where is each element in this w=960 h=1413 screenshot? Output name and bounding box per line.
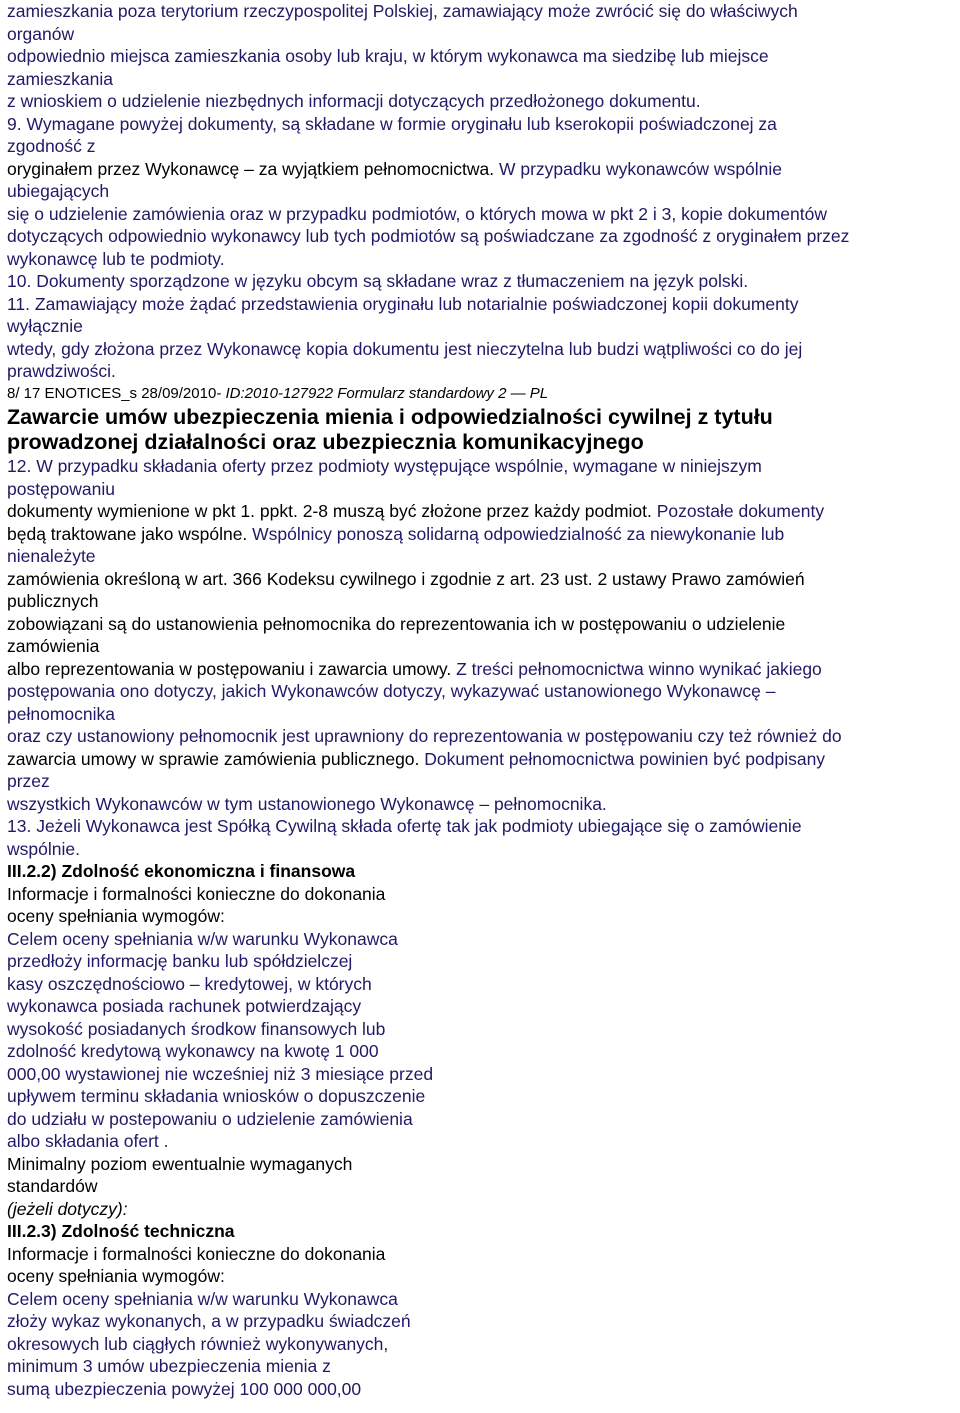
- text-line: kasy oszczędnościowo – kredytowej, w których: [7, 973, 372, 994]
- text-line: dotyczących odpowiednio wykonawcy lub tych podmiotów są poświadczane za zgodność z oryginałem przez: [7, 226, 850, 246]
- text-line: zamówienia określoną w art. 366 Kodeksu cywilnego i zgodnie z art. 23 ust. 2 ustawy Prawo zamówień: [7, 568, 805, 589]
- text-line: zobowiązani są do ustanowienia pełnomocnika do reprezentowania ich w postępowaniu o udzielenie: [7, 613, 786, 634]
- section-economic-capacity: [7, 860, 957, 1220]
- text-line: sumą ubezpieczenia powyżej 100 000 000,00: [7, 1378, 362, 1399]
- text-line: 13. Jeżeli Wykonawca jest Spółką Cywilną składa ofertę tak jak podmioty ubiegające się o zamówienie: [7, 816, 802, 836]
- text-line: wykonawca posiada rachunek potwierdzający: [7, 996, 362, 1016]
- footer-id: - ID:2010-127922 Formularz standardowy 2 ― PL: [216, 384, 549, 402]
- text-line: Minimalny poziom ewentualnie wymaganych: [7, 1153, 353, 1174]
- text-line: nienależyte: [7, 546, 96, 566]
- text-segment: albo reprezentowania w postępowaniu i zawarcia umowy.: [7, 658, 452, 679]
- text-line: upływem terminu składania wniosków o dopuszczenie: [7, 1086, 426, 1106]
- text-line: zdolność kredytową wykonawcy na kwotę 1 000: [7, 1041, 379, 1061]
- text-line: wykonawcę lub te podmioty.: [7, 248, 225, 269]
- text-line: wysokość posiadanych środkow finansowych lub: [7, 1018, 386, 1039]
- text-line: wtedy, gdy złożona przez Wykonawcę kopia dokumentu jest nieczytelna lub budzi wątpliwości co do jej: [7, 338, 803, 359]
- section-heading: III.2.2) Zdolność ekonomiczna i finansowa: [7, 861, 356, 881]
- text-line: odpowiednio miejsca zamieszkania osoby lub kraju, w którym wykonawca ma siedzibę lub miejsce: [7, 46, 769, 66]
- title-line: Zawarcie umów ubezpieczenia mienia i odpowiedzialności cywilnej z tytułu: [7, 405, 773, 429]
- text-line: Celem oceny spełniania w/w warunku Wykonawca: [7, 1288, 398, 1309]
- text-line: (jeżeli dotyczy):: [7, 1198, 128, 1219]
- text-line: postępowaniu: [7, 478, 115, 499]
- text-segment: Pozostałe dokumenty: [651, 501, 825, 521]
- text-line: standardów: [7, 1176, 98, 1196]
- text-segment: Dokument pełnomocnictwa powinien być podpisany: [419, 748, 826, 769]
- text-line: postępowania ono dotyczy, jakich Wykonawców dotyczy, wykazywać ustanowionego Wykonawcę –: [7, 681, 776, 701]
- text-line: [7, 500, 957, 523]
- text-segment: oryginałem przez Wykonawcę – za wyjątkiem pełnomocnictwa.: [7, 158, 495, 179]
- text-segment: W przypadku wykonawców wspólnie: [494, 158, 783, 179]
- document-page: [7, 0, 957, 1400]
- text-line: 10. Dokumenty sporządzone w języku obcym są składane wraz z tłumaczeniem na język polski.: [7, 271, 749, 291]
- footer-page-number: 8/ 17 ENOTICES_s: [7, 384, 142, 402]
- text-line: 12. W przypadku składania oferty przez podmioty występujące wspólnie, wymagane w niniejszym: [7, 456, 762, 476]
- text-line: Informacje i formalności konieczne do dokonania: [7, 1243, 386, 1264]
- text-line: oceny spełniania wymogów:: [7, 1266, 225, 1286]
- text-line: wspólnie.: [7, 838, 80, 859]
- text-line: się o udzielenie zamówienia oraz w przypadku podmiotów, o których mowa w pkt 2 i 3, kopie dokumentów: [7, 203, 827, 224]
- text-line: [7, 523, 957, 546]
- text-line: [7, 658, 957, 681]
- text-line: ubiegających: [7, 181, 110, 201]
- text-line: oraz czy ustanowiony pełnomocnik jest uprawniony do reprezentowania w postępowaniu czy też również do: [7, 726, 842, 746]
- page-footer: [7, 383, 957, 406]
- text-segment: dokumenty wymienione w pkt 1. ppkt. 2-8 muszą być złożone przez każdy podmiot.: [7, 501, 652, 521]
- text-line: albo składania ofert .: [7, 1131, 169, 1151]
- section-title: [7, 405, 957, 455]
- text-line: Informacje i formalności konieczne do dokonania: [7, 883, 386, 904]
- text-line: zamieszkania poza terytorium rzeczypospolitej Polskiej, zamawiający może zwrócić się do właściwych: [7, 1, 798, 21]
- text-line: organów: [7, 23, 75, 44]
- text-line: okresowych lub ciągłych również wykonywanych,: [7, 1333, 389, 1354]
- text-line: pełnomocnika: [7, 703, 115, 724]
- text-line: do udziału w postepowaniu o udzielenie zamówienia: [7, 1108, 413, 1129]
- text-segment: zawarcia umowy w sprawie zamówienia publicznego.: [7, 748, 420, 769]
- text-line: 11. Zamawiający może żądać przedstawienia oryginału lub notarialnie poświadczonej kopii dokumenty: [7, 293, 799, 314]
- text-line: 9. Wymagane powyżej dokumenty, są składane w formie oryginału lub kserokopii poświadczonej za: [7, 113, 777, 134]
- paragraph-joint-offer: [7, 455, 957, 860]
- text-line: [7, 748, 957, 771]
- text-line: złoży wykaz wykonanych, a w przypadku świadczeń: [7, 1311, 411, 1331]
- text-line: minimum 3 umów ubezpieczenia mienia z: [7, 1356, 331, 1376]
- text-line: zamówienia: [7, 636, 100, 656]
- paragraph-foreign-residence: [7, 0, 957, 383]
- text-line: przedłoży informację banku lub spółdzielczej: [7, 951, 353, 971]
- text-line: z wnioskiem o udzielenie niezbędnych informacji dotyczących przedłożonego dokumentu.: [7, 91, 701, 111]
- text-line: oceny spełniania wymogów:: [7, 906, 225, 926]
- footer-date: 28/09/2010: [141, 384, 217, 402]
- text-line: przez: [7, 771, 50, 791]
- text-line: Celem oceny spełniania w/w warunku Wykonawca: [7, 928, 398, 949]
- section-technical-capacity: [7, 1220, 957, 1400]
- text-line: [7, 158, 957, 181]
- text-segment: będą traktowane jako wspólne.: [7, 523, 248, 544]
- section-heading: III.2.3) Zdolność techniczna: [7, 1221, 235, 1241]
- text-line: zamieszkania: [7, 68, 114, 89]
- text-segment: Wspólnicy ponoszą solidarną odpowiedzialność za niewykonanie lub: [247, 523, 785, 544]
- text-line: 000,00 wystawionej nie wcześniej niż 3 miesiące przed: [7, 1063, 434, 1084]
- text-line: prawdziwości.: [7, 361, 116, 381]
- text-segment: Z treści pełnomocnictwa winno wynikać jakiego: [451, 658, 822, 679]
- text-line: wszystkich Wykonawców w tym ustanowionego Wykonawcę – pełnomocnika.: [7, 793, 607, 814]
- title-line: prowadzonej działalności oraz ubezpiecznia komunikacyjnego: [7, 430, 644, 454]
- text-line: publicznych: [7, 591, 99, 611]
- text-line: zgodność z: [7, 136, 96, 156]
- text-line: wyłącznie: [7, 316, 83, 336]
